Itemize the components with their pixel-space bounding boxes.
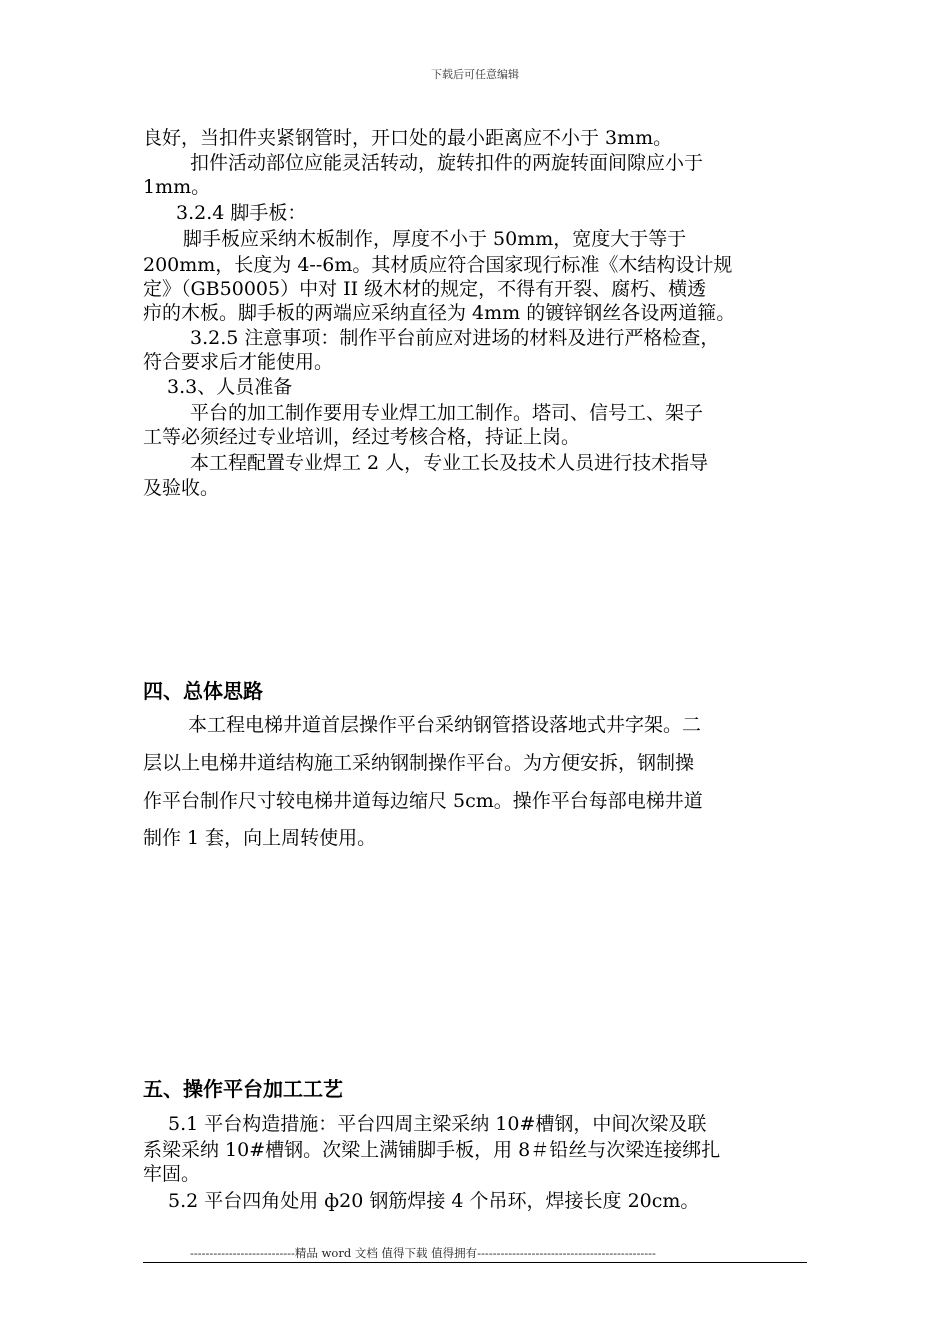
text-line: 200mm，长度为 4--6m。其材质应符合国家现行标准《木结构设计规 — [143, 254, 733, 276]
text-line: 疖的木板。脚手板的两端应采纳直径为 4mm 的镀锌钢丝各设两道箍。 — [143, 302, 736, 324]
text-line: 平台的加工制作要用专业焊工加工制作。塔司、信号工、架子 — [190, 402, 704, 424]
section-title: 四、总体思路 — [143, 679, 263, 703]
footer-divider — [143, 1262, 807, 1263]
text-line: 牢固。 — [143, 1163, 201, 1185]
subheading: 3.2.5 注意事项：制作平台前应对进场的材料及进行严格检查， — [190, 327, 720, 349]
text-line: 定》（GB50005）中对 II 级木材的规定，不得有开裂、腐朽、横透 — [143, 278, 707, 300]
text-line: 1mm。 — [143, 176, 211, 198]
text-line: 本工程配置专业焊工 2 人，专业工长及技术人员进行技术指导 — [190, 452, 709, 474]
text-line: 扣件活动部位应能灵活转动，旋转扣件的两旋转面间隙应小于 — [190, 152, 704, 174]
text-line: 5.1 平台构造措施：平台四周主梁采纳 10#槽钢，中间次梁及联 — [168, 1113, 707, 1135]
subheading: 3.3、人员准备 — [167, 376, 293, 398]
text-line: 作平台制作尺寸较电梯井道每边缩尺 5cm。操作平台每部电梯井道 — [143, 790, 703, 812]
text-line: 5.2 平台四角处用 ф20 钢筋焊接 4 个吊环，焊接长度 20cm。 — [168, 1190, 700, 1212]
text-line: 制作 1 套，向上周转使用。 — [143, 827, 377, 849]
text-line: 本工程电梯井道首层操作平台采纳钢管搭设落地式井字架。二 — [188, 714, 702, 736]
text-line: 及验收。 — [143, 477, 220, 499]
text-line: 层以上电梯井道结构施工采纳钢制操作平台。为方便安拆，钢制操 — [143, 752, 695, 774]
page-footer: ---------------------------精品 word 文档 值得下载 值得拥有---------------------------------------------- — [190, 1246, 656, 1260]
text-line: 脚手板应采纳木板制作，厚度不小于 50mm，宽度大于等于 — [183, 228, 687, 250]
text-line: 符合要求后才能使用。 — [143, 351, 334, 373]
page-header: 下载后可任意编辑 — [431, 68, 519, 81]
subheading: 3.2.4 脚手板： — [176, 202, 307, 224]
text-line: 良好，当扣件夹紧钢管时，开口处的最小距离应不小于 3mm。 — [143, 127, 673, 149]
section-title: 五、操作平台加工工艺 — [143, 1077, 343, 1101]
text-line: 系梁采纳 10#槽钢。次梁上满铺脚手板，用 8＃铅丝与次梁连接绑扎 — [143, 1139, 721, 1161]
text-line: 工等必须经过专业培训，经过考核合格，持证上岗。 — [143, 426, 581, 448]
